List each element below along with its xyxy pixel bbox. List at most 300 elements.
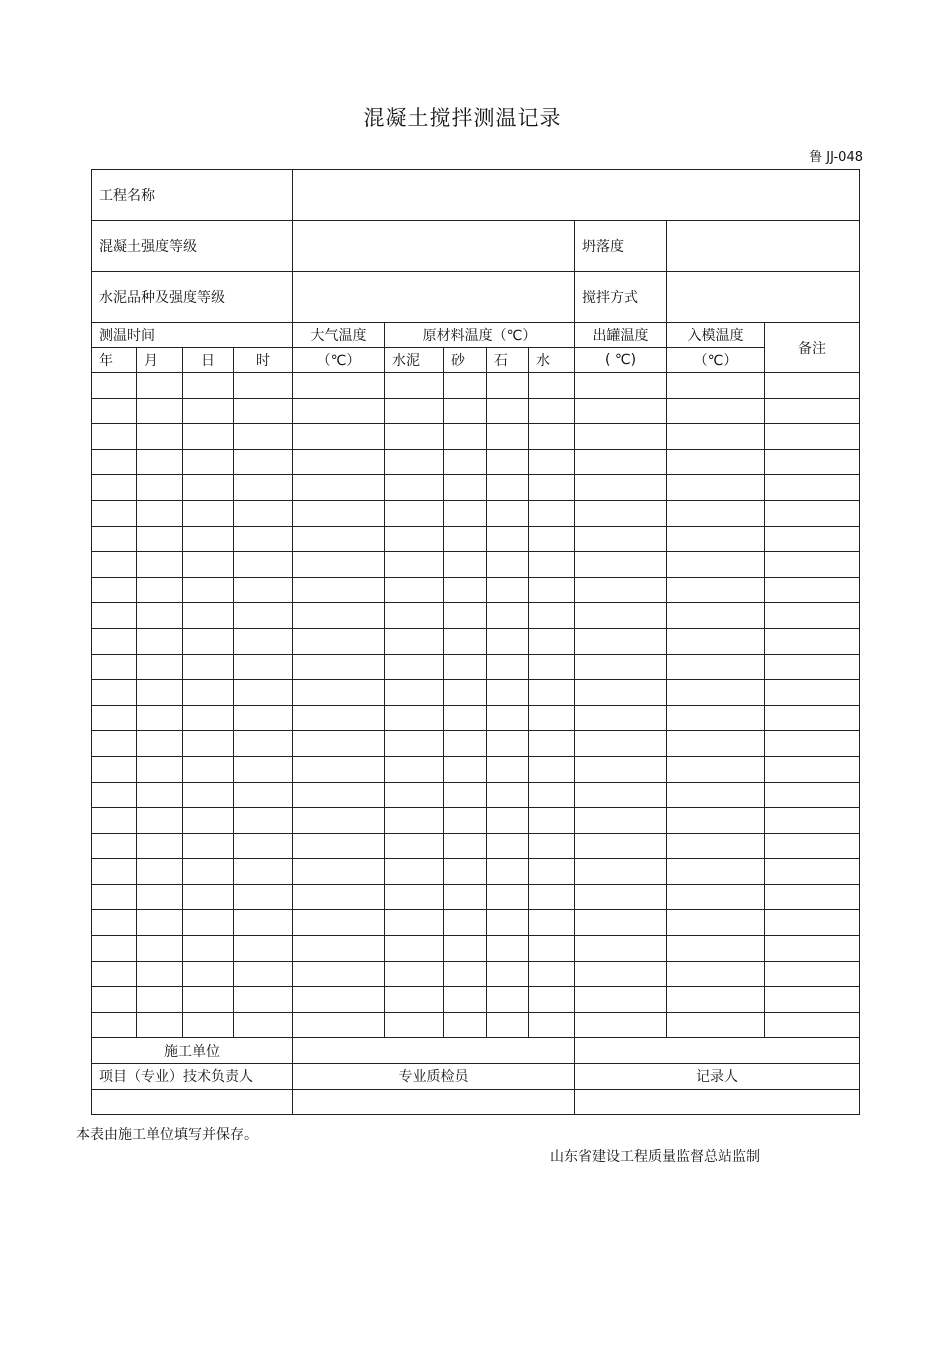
- day-cell[interactable]: [183, 398, 234, 424]
- hour-cell[interactable]: [234, 782, 293, 808]
- sand-temp-cell[interactable]: [444, 628, 487, 654]
- stone-temp-cell[interactable]: [487, 475, 529, 501]
- air-temp-cell[interactable]: [293, 808, 385, 834]
- month-cell[interactable]: [137, 577, 183, 603]
- sand-temp-cell[interactable]: [444, 987, 487, 1013]
- stone-temp-cell[interactable]: [487, 1012, 529, 1038]
- sand-temp-cell[interactable]: [444, 833, 487, 859]
- air-temp-cell[interactable]: [293, 756, 385, 782]
- day-cell[interactable]: [183, 910, 234, 936]
- year-cell[interactable]: [92, 910, 137, 936]
- cement-temp-cell[interactable]: [385, 859, 444, 885]
- mold-temp-cell[interactable]: [667, 910, 765, 936]
- month-cell[interactable]: [137, 475, 183, 501]
- stone-temp-cell[interactable]: [487, 628, 529, 654]
- remarks-cell[interactable]: [765, 936, 860, 962]
- day-cell[interactable]: [183, 526, 234, 552]
- month-cell[interactable]: [137, 961, 183, 987]
- stone-temp-cell[interactable]: [487, 936, 529, 962]
- year-cell[interactable]: [92, 884, 137, 910]
- year-cell[interactable]: [92, 936, 137, 962]
- remarks-cell[interactable]: [765, 475, 860, 501]
- water-temp-cell[interactable]: [529, 552, 575, 578]
- stone-temp-cell[interactable]: [487, 654, 529, 680]
- outlet-temp-cell[interactable]: [575, 654, 667, 680]
- sand-temp-cell[interactable]: [444, 424, 487, 450]
- remarks-cell[interactable]: [765, 961, 860, 987]
- year-cell[interactable]: [92, 705, 137, 731]
- day-cell[interactable]: [183, 782, 234, 808]
- month-cell[interactable]: [137, 731, 183, 757]
- stone-temp-cell[interactable]: [487, 884, 529, 910]
- day-cell[interactable]: [183, 987, 234, 1013]
- water-temp-cell[interactable]: [529, 808, 575, 834]
- outlet-temp-cell[interactable]: [575, 833, 667, 859]
- mold-temp-cell[interactable]: [667, 833, 765, 859]
- year-cell[interactable]: [92, 987, 137, 1013]
- mold-temp-cell[interactable]: [667, 884, 765, 910]
- day-cell[interactable]: [183, 859, 234, 885]
- mold-temp-cell[interactable]: [667, 1012, 765, 1038]
- month-cell[interactable]: [137, 680, 183, 706]
- water-temp-cell[interactable]: [529, 603, 575, 629]
- remarks-cell[interactable]: [765, 552, 860, 578]
- water-temp-cell[interactable]: [529, 910, 575, 936]
- month-cell[interactable]: [137, 808, 183, 834]
- cement-temp-cell[interactable]: [385, 424, 444, 450]
- day-cell[interactable]: [183, 552, 234, 578]
- outlet-temp-cell[interactable]: [575, 628, 667, 654]
- hour-cell[interactable]: [234, 884, 293, 910]
- stone-temp-cell[interactable]: [487, 833, 529, 859]
- day-cell[interactable]: [183, 475, 234, 501]
- outlet-temp-cell[interactable]: [575, 731, 667, 757]
- sand-temp-cell[interactable]: [444, 756, 487, 782]
- outlet-temp-cell[interactable]: [575, 987, 667, 1013]
- slump-field[interactable]: [667, 221, 860, 272]
- mold-temp-cell[interactable]: [667, 398, 765, 424]
- day-cell[interactable]: [183, 577, 234, 603]
- stone-temp-cell[interactable]: [487, 449, 529, 475]
- outlet-temp-cell[interactable]: [575, 500, 667, 526]
- remarks-cell[interactable]: [765, 859, 860, 885]
- hour-cell[interactable]: [234, 705, 293, 731]
- mold-temp-cell[interactable]: [667, 654, 765, 680]
- sand-temp-cell[interactable]: [444, 808, 487, 834]
- cement-temp-cell[interactable]: [385, 398, 444, 424]
- month-cell[interactable]: [137, 782, 183, 808]
- day-cell[interactable]: [183, 654, 234, 680]
- stone-temp-cell[interactable]: [487, 782, 529, 808]
- day-cell[interactable]: [183, 756, 234, 782]
- air-temp-cell[interactable]: [293, 859, 385, 885]
- outlet-temp-cell[interactable]: [575, 577, 667, 603]
- mold-temp-cell[interactable]: [667, 373, 765, 399]
- outlet-temp-cell[interactable]: [575, 808, 667, 834]
- year-cell[interactable]: [92, 961, 137, 987]
- hour-cell[interactable]: [234, 552, 293, 578]
- water-temp-cell[interactable]: [529, 782, 575, 808]
- outlet-temp-cell[interactable]: [575, 782, 667, 808]
- remarks-cell[interactable]: [765, 756, 860, 782]
- remarks-cell[interactable]: [765, 424, 860, 450]
- air-temp-cell[interactable]: [293, 987, 385, 1013]
- year-cell[interactable]: [92, 859, 137, 885]
- hour-cell[interactable]: [234, 373, 293, 399]
- sand-temp-cell[interactable]: [444, 859, 487, 885]
- month-cell[interactable]: [137, 705, 183, 731]
- water-temp-cell[interactable]: [529, 449, 575, 475]
- stone-temp-cell[interactable]: [487, 808, 529, 834]
- cement-temp-cell[interactable]: [385, 373, 444, 399]
- sand-temp-cell[interactable]: [444, 500, 487, 526]
- cement-temp-cell[interactable]: [385, 910, 444, 936]
- water-temp-cell[interactable]: [529, 500, 575, 526]
- day-cell[interactable]: [183, 936, 234, 962]
- water-temp-cell[interactable]: [529, 424, 575, 450]
- year-cell[interactable]: [92, 756, 137, 782]
- hour-cell[interactable]: [234, 475, 293, 501]
- sand-temp-cell[interactable]: [444, 577, 487, 603]
- hour-cell[interactable]: [234, 808, 293, 834]
- air-temp-cell[interactable]: [293, 603, 385, 629]
- project-name-field[interactable]: [293, 170, 860, 221]
- air-temp-cell[interactable]: [293, 449, 385, 475]
- remarks-cell[interactable]: [765, 680, 860, 706]
- mold-temp-cell[interactable]: [667, 628, 765, 654]
- stone-temp-cell[interactable]: [487, 500, 529, 526]
- cement-temp-cell[interactable]: [385, 1012, 444, 1038]
- hour-cell[interactable]: [234, 833, 293, 859]
- sand-temp-cell[interactable]: [444, 731, 487, 757]
- mold-temp-cell[interactable]: [667, 577, 765, 603]
- air-temp-cell[interactable]: [293, 500, 385, 526]
- day-cell[interactable]: [183, 449, 234, 475]
- air-temp-cell[interactable]: [293, 884, 385, 910]
- stone-temp-cell[interactable]: [487, 373, 529, 399]
- water-temp-cell[interactable]: [529, 654, 575, 680]
- cement-temp-cell[interactable]: [385, 500, 444, 526]
- remarks-cell[interactable]: [765, 628, 860, 654]
- remarks-cell[interactable]: [765, 987, 860, 1013]
- hour-cell[interactable]: [234, 731, 293, 757]
- remarks-cell[interactable]: [765, 705, 860, 731]
- mold-temp-cell[interactable]: [667, 705, 765, 731]
- air-temp-cell[interactable]: [293, 526, 385, 552]
- hour-cell[interactable]: [234, 577, 293, 603]
- stone-temp-cell[interactable]: [487, 398, 529, 424]
- water-temp-cell[interactable]: [529, 756, 575, 782]
- sand-temp-cell[interactable]: [444, 961, 487, 987]
- air-temp-cell[interactable]: [293, 398, 385, 424]
- mold-temp-cell[interactable]: [667, 449, 765, 475]
- cement-temp-cell[interactable]: [385, 961, 444, 987]
- hour-cell[interactable]: [234, 628, 293, 654]
- hour-cell[interactable]: [234, 449, 293, 475]
- air-temp-cell[interactable]: [293, 654, 385, 680]
- mold-temp-cell[interactable]: [667, 424, 765, 450]
- air-temp-cell[interactable]: [293, 910, 385, 936]
- year-cell[interactable]: [92, 449, 137, 475]
- hour-cell[interactable]: [234, 654, 293, 680]
- month-cell[interactable]: [137, 756, 183, 782]
- mold-temp-cell[interactable]: [667, 987, 765, 1013]
- day-cell[interactable]: [183, 961, 234, 987]
- stone-temp-cell[interactable]: [487, 756, 529, 782]
- outlet-temp-cell[interactable]: [575, 936, 667, 962]
- tech-lead-signature-field[interactable]: [92, 1089, 293, 1115]
- water-temp-cell[interactable]: [529, 577, 575, 603]
- air-temp-cell[interactable]: [293, 936, 385, 962]
- stone-temp-cell[interactable]: [487, 961, 529, 987]
- sand-temp-cell[interactable]: [444, 373, 487, 399]
- water-temp-cell[interactable]: [529, 1012, 575, 1038]
- hour-cell[interactable]: [234, 910, 293, 936]
- water-temp-cell[interactable]: [529, 398, 575, 424]
- mold-temp-cell[interactable]: [667, 859, 765, 885]
- remarks-cell[interactable]: [765, 833, 860, 859]
- stone-temp-cell[interactable]: [487, 910, 529, 936]
- hour-cell[interactable]: [234, 859, 293, 885]
- day-cell[interactable]: [183, 424, 234, 450]
- year-cell[interactable]: [92, 552, 137, 578]
- remarks-cell[interactable]: [765, 500, 860, 526]
- month-cell[interactable]: [137, 424, 183, 450]
- sand-temp-cell[interactable]: [444, 449, 487, 475]
- water-temp-cell[interactable]: [529, 628, 575, 654]
- outlet-temp-cell[interactable]: [575, 475, 667, 501]
- air-temp-cell[interactable]: [293, 373, 385, 399]
- year-cell[interactable]: [92, 475, 137, 501]
- year-cell[interactable]: [92, 398, 137, 424]
- day-cell[interactable]: [183, 680, 234, 706]
- mold-temp-cell[interactable]: [667, 526, 765, 552]
- qc-inspector-signature-field[interactable]: [293, 1089, 575, 1115]
- month-cell[interactable]: [137, 603, 183, 629]
- air-temp-cell[interactable]: [293, 680, 385, 706]
- air-temp-cell[interactable]: [293, 705, 385, 731]
- hour-cell[interactable]: [234, 424, 293, 450]
- cement-temp-cell[interactable]: [385, 526, 444, 552]
- mixing-method-field[interactable]: [667, 272, 860, 323]
- month-cell[interactable]: [137, 1012, 183, 1038]
- year-cell[interactable]: [92, 577, 137, 603]
- day-cell[interactable]: [183, 705, 234, 731]
- water-temp-cell[interactable]: [529, 475, 575, 501]
- cement-temp-cell[interactable]: [385, 756, 444, 782]
- sand-temp-cell[interactable]: [444, 552, 487, 578]
- cement-temp-cell[interactable]: [385, 449, 444, 475]
- remarks-cell[interactable]: [765, 526, 860, 552]
- hour-cell[interactable]: [234, 500, 293, 526]
- water-temp-cell[interactable]: [529, 884, 575, 910]
- sand-temp-cell[interactable]: [444, 884, 487, 910]
- cement-temp-cell[interactable]: [385, 654, 444, 680]
- month-cell[interactable]: [137, 833, 183, 859]
- outlet-temp-cell[interactable]: [575, 1012, 667, 1038]
- cement-temp-cell[interactable]: [385, 628, 444, 654]
- month-cell[interactable]: [137, 987, 183, 1013]
- cement-temp-cell[interactable]: [385, 808, 444, 834]
- mold-temp-cell[interactable]: [667, 808, 765, 834]
- mold-temp-cell[interactable]: [667, 782, 765, 808]
- sand-temp-cell[interactable]: [444, 398, 487, 424]
- water-temp-cell[interactable]: [529, 859, 575, 885]
- outlet-temp-cell[interactable]: [575, 680, 667, 706]
- day-cell[interactable]: [183, 500, 234, 526]
- cement-temp-cell[interactable]: [385, 833, 444, 859]
- day-cell[interactable]: [183, 884, 234, 910]
- month-cell[interactable]: [137, 859, 183, 885]
- month-cell[interactable]: [137, 500, 183, 526]
- month-cell[interactable]: [137, 936, 183, 962]
- cement-temp-cell[interactable]: [385, 884, 444, 910]
- remarks-cell[interactable]: [765, 398, 860, 424]
- remarks-cell[interactable]: [765, 808, 860, 834]
- mold-temp-cell[interactable]: [667, 680, 765, 706]
- sand-temp-cell[interactable]: [444, 910, 487, 936]
- month-cell[interactable]: [137, 628, 183, 654]
- outlet-temp-cell[interactable]: [575, 859, 667, 885]
- year-cell[interactable]: [92, 680, 137, 706]
- outlet-temp-cell[interactable]: [575, 705, 667, 731]
- mold-temp-cell[interactable]: [667, 500, 765, 526]
- month-cell[interactable]: [137, 654, 183, 680]
- day-cell[interactable]: [183, 603, 234, 629]
- water-temp-cell[interactable]: [529, 680, 575, 706]
- outlet-temp-cell[interactable]: [575, 552, 667, 578]
- water-temp-cell[interactable]: [529, 705, 575, 731]
- air-temp-cell[interactable]: [293, 424, 385, 450]
- outlet-temp-cell[interactable]: [575, 373, 667, 399]
- recorder-signature-field[interactable]: [575, 1089, 860, 1115]
- stone-temp-cell[interactable]: [487, 731, 529, 757]
- hour-cell[interactable]: [234, 398, 293, 424]
- remarks-cell[interactable]: [765, 782, 860, 808]
- sand-temp-cell[interactable]: [444, 782, 487, 808]
- mold-temp-cell[interactable]: [667, 552, 765, 578]
- hour-cell[interactable]: [234, 756, 293, 782]
- cement-temp-cell[interactable]: [385, 731, 444, 757]
- year-cell[interactable]: [92, 833, 137, 859]
- air-temp-cell[interactable]: [293, 782, 385, 808]
- month-cell[interactable]: [137, 552, 183, 578]
- air-temp-cell[interactable]: [293, 833, 385, 859]
- cement-temp-cell[interactable]: [385, 705, 444, 731]
- cement-temp-cell[interactable]: [385, 782, 444, 808]
- year-cell[interactable]: [92, 782, 137, 808]
- year-cell[interactable]: [92, 373, 137, 399]
- hour-cell[interactable]: [234, 936, 293, 962]
- cement-field[interactable]: [293, 272, 575, 323]
- construction-unit-field-2[interactable]: [575, 1038, 860, 1064]
- stone-temp-cell[interactable]: [487, 577, 529, 603]
- remarks-cell[interactable]: [765, 373, 860, 399]
- cement-temp-cell[interactable]: [385, 936, 444, 962]
- month-cell[interactable]: [137, 910, 183, 936]
- outlet-temp-cell[interactable]: [575, 424, 667, 450]
- month-cell[interactable]: [137, 526, 183, 552]
- air-temp-cell[interactable]: [293, 577, 385, 603]
- mold-temp-cell[interactable]: [667, 603, 765, 629]
- stone-temp-cell[interactable]: [487, 603, 529, 629]
- hour-cell[interactable]: [234, 526, 293, 552]
- outlet-temp-cell[interactable]: [575, 961, 667, 987]
- sand-temp-cell[interactable]: [444, 936, 487, 962]
- year-cell[interactable]: [92, 654, 137, 680]
- year-cell[interactable]: [92, 1012, 137, 1038]
- stone-temp-cell[interactable]: [487, 552, 529, 578]
- water-temp-cell[interactable]: [529, 961, 575, 987]
- hour-cell[interactable]: [234, 987, 293, 1013]
- mold-temp-cell[interactable]: [667, 475, 765, 501]
- outlet-temp-cell[interactable]: [575, 756, 667, 782]
- day-cell[interactable]: [183, 833, 234, 859]
- mold-temp-cell[interactable]: [667, 756, 765, 782]
- sand-temp-cell[interactable]: [444, 603, 487, 629]
- sand-temp-cell[interactable]: [444, 705, 487, 731]
- sand-temp-cell[interactable]: [444, 1012, 487, 1038]
- remarks-cell[interactable]: [765, 577, 860, 603]
- month-cell[interactable]: [137, 373, 183, 399]
- hour-cell[interactable]: [234, 961, 293, 987]
- remarks-cell[interactable]: [765, 731, 860, 757]
- sand-temp-cell[interactable]: [444, 475, 487, 501]
- air-temp-cell[interactable]: [293, 731, 385, 757]
- sand-temp-cell[interactable]: [444, 526, 487, 552]
- stone-temp-cell[interactable]: [487, 424, 529, 450]
- air-temp-cell[interactable]: [293, 552, 385, 578]
- cement-temp-cell[interactable]: [385, 552, 444, 578]
- stone-temp-cell[interactable]: [487, 680, 529, 706]
- air-temp-cell[interactable]: [293, 628, 385, 654]
- day-cell[interactable]: [183, 1012, 234, 1038]
- stone-temp-cell[interactable]: [487, 859, 529, 885]
- month-cell[interactable]: [137, 884, 183, 910]
- remarks-cell[interactable]: [765, 449, 860, 475]
- day-cell[interactable]: [183, 731, 234, 757]
- air-temp-cell[interactable]: [293, 961, 385, 987]
- outlet-temp-cell[interactable]: [575, 526, 667, 552]
- year-cell[interactable]: [92, 808, 137, 834]
- outlet-temp-cell[interactable]: [575, 910, 667, 936]
- month-cell[interactable]: [137, 449, 183, 475]
- cement-temp-cell[interactable]: [385, 987, 444, 1013]
- remarks-cell[interactable]: [765, 654, 860, 680]
- day-cell[interactable]: [183, 628, 234, 654]
- air-temp-cell[interactable]: [293, 1012, 385, 1038]
- remarks-cell[interactable]: [765, 603, 860, 629]
- cement-temp-cell[interactable]: [385, 603, 444, 629]
- year-cell[interactable]: [92, 603, 137, 629]
- hour-cell[interactable]: [234, 1012, 293, 1038]
- water-temp-cell[interactable]: [529, 936, 575, 962]
- stone-temp-cell[interactable]: [487, 526, 529, 552]
- month-cell[interactable]: [137, 398, 183, 424]
- year-cell[interactable]: [92, 500, 137, 526]
- water-temp-cell[interactable]: [529, 731, 575, 757]
- outlet-temp-cell[interactable]: [575, 398, 667, 424]
- stone-temp-cell[interactable]: [487, 987, 529, 1013]
- water-temp-cell[interactable]: [529, 526, 575, 552]
- remarks-cell[interactable]: [765, 910, 860, 936]
- sand-temp-cell[interactable]: [444, 680, 487, 706]
- day-cell[interactable]: [183, 808, 234, 834]
- outlet-temp-cell[interactable]: [575, 603, 667, 629]
- year-cell[interactable]: [92, 526, 137, 552]
- mold-temp-cell[interactable]: [667, 731, 765, 757]
- sand-temp-cell[interactable]: [444, 654, 487, 680]
